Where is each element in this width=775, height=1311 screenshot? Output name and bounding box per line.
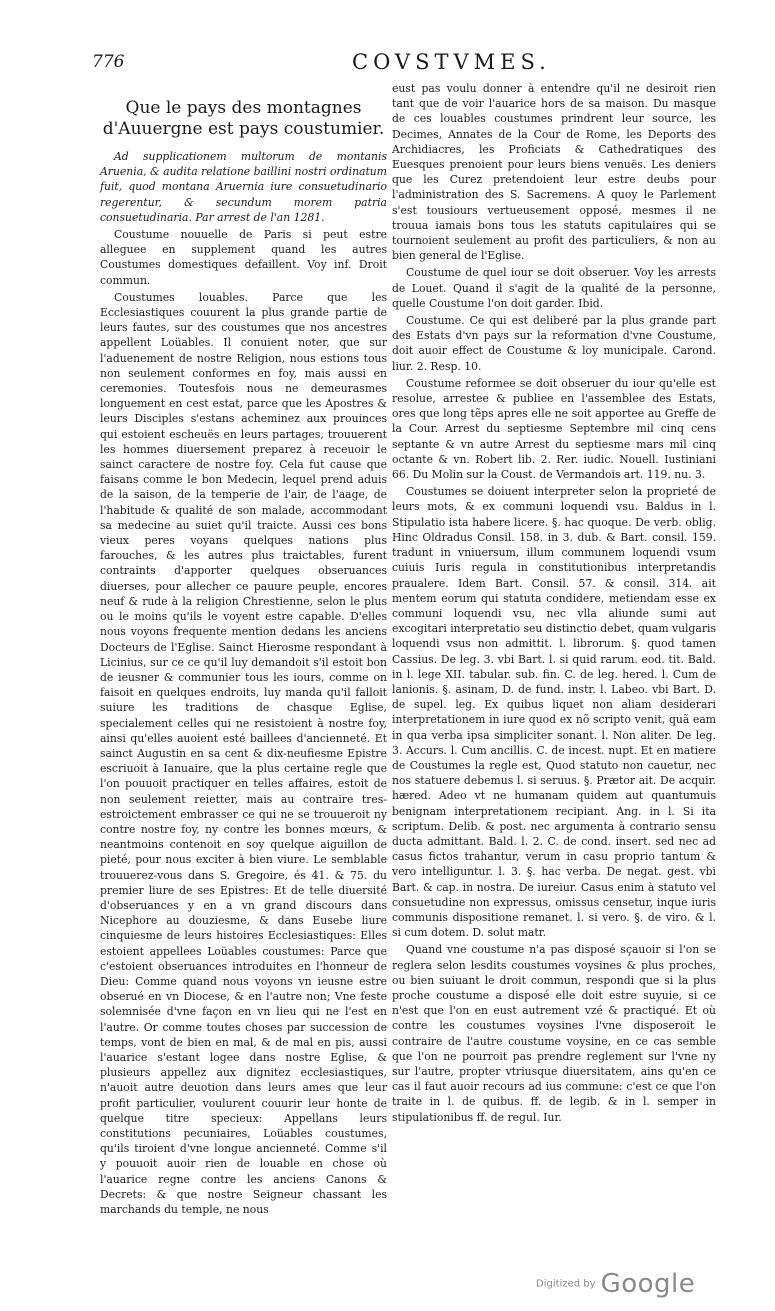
paragraph-coustumes-louables: Coustumes louables. Parce que les Ecclesiastiques couurent la plus grande partie de leurs fautes, sur des coustumes que nos ancestres appellent Loüables. Il conuient noter, que sur l'aduenement de nostre Religion, nous estions tous non seulement conformes en foy, mais aussi en ceremonies. Toutesfois nous ne demeurasmes longuement en cest estat, parce que les Apostres & leurs Disciples s'estans acheminez aux prouinces qui estoient escheuës en leurs partages, trouuerent les hommes diuersement preparez à receuoir le sainct caractere de nostre foy. Cela fut cause que faisans comme le bon Medecin, lequel prend aduis de la saison, de la temperie de l'air, de l'aage, de l'habitude & qualité de son malade, accommodant sa medecine au suiet qu'il traicte. Aussi ces bons vieux peres voyans quelques nations plus farouches, & les autres plus traictables, furent contraints d'apporter quelques obseruances diuerses, pour allecher ce pauure peuple, encores neuf & rude à la religion Chrestienne, selon le plus ou le moins qu'ils le voyent estre capable. D'elles nous voyons frequente mention dedans les anciens Docteurs de l'Eglise. Sainct Hierosme respondant à Licinius, sur ce ce qu'il luy demandoit s'il estoit bon de ieusner & communier tous les iours, comme on faisoit en quelques endroits, luy manda qu'il falloit suiure les traditions de chasque Eglise, specialement celles qui ne resistoient à nostre foy, ainsi qu'elles auoient esté baillees d'ancienneté. Et sainct Augustin en sa cent & dix-neufiesme Epistre escriuoit à Ianuaire, que la plus certaine regle que l'on pouuoit practiquer en telles affaires, estoit de non seulement reietter, mais au contraire tres-estroictement embrasser ce qui ne se trouueroit ny contre nostre foy, ny contre les bonnes mœurs, & neantmoins contenoit en soy quelque aiguillon de pieté, pour nous exciter à bien viure. Le semblable trouuerez-vous dans S. Gregoire, és 41. & 75. du premier liure de ses Epistres: Et de telle diuersité d'obseruances y en a vn grand discours dans Nicephore au douziesme, & dans Eusebe liure cinquiesme de leurs histoires Ecclesiastiques: Elles estoient appellees Loüables coustumes: Parce que c'estoient obseruances introduites en l'honneur de Dieu: Comme quand nous voyons vn ieusne estre obserué en vn Diocese, & en l'autre non; Vne feste solemnisée d'vne façon en vn lieu qui ne l'est en l'autre. Or comme toutes choses par succession de temps, vont de bien en mal, & de mal en pis, aussi l'auarice s'estant logee dans nostre Eglise, & plusieurs appellez aux dignitez ecclesiastiques, n'auoit autre deuotion dans leurs ames que leur profit particulier, voulurent couurir leur honte de quelque titre specieux: Appellans leurs constitutions pecuniaires, Loüables coustumes, qu'ils tiroient d'vne longue ancienneté. Comme s'il y pouuoit auoir rien de louable en chose où l'auarice regne contre les anciens Canons & Decrets: & que nostre Seigneur chassant les marchands du temple, ne nous <box>100 290 387 1217</box>
paragraph-continuation: eust pas voulu donner à entendre qu'il ne desiroit rien tant que de voir l'auarice hors de sa maison. Du masque de ces louables coustumes prindrent leur source, les Decimes, Annates de la Cour de Rome, les Deports des Archidiacres, les Proficiats & Cathedratiques des Euesques prenoient pour leurs biens venuës. Les deniers que les Curez pretendoient leur estre deubs pour l'administration des S. Sacremens. A quoy le Parlement s'est tousiours vertueusement opposé, mesmes il ne trouua iamais bons tous les statuts capitulaires qui se tournoient seulement au profit des particuliers, & non au bien general de l'Eglise. <box>392 82 716 263</box>
paragraph-interpretation: Coustumes se doiuent interpreter selon la proprieté de leurs mots, & ex communi loquendi vsu. Baldus in l. Stipulatio ista habere licere. §. hac quoque. De verb. oblig. Hinc Oldradus Consil. 158. in 3. dub. & Bart. consil. 159. tradunt in vniuersum, illum communem loquendi vsum cuiuis Iuris regula in constitutionibus interpretandis praualere. Idem Bart. Consil. 57. & consil. 314. ait mentem eorum qui statuta condidere, metiendam esse ex communi loquendi vsu, nec vlla aliunde sumi aut excogitari interpretatio seu distinctio debet, quam vulgaris loquendi vsus non admittit. l. librorum. §. quod tamen Cassius. De leg. 3. vbi Bart. l. si quid rarum. eod. tit. Bald. in l. lege XII. tabular. sub. fin. C. de leg. hered. l. Cum de lanionis. §. asinam, D. de fund. instr. l. Labeo. vbi Bart. D. de supel. leg. Ex quibus liquet non aliam desiderari interpretationem in iure quod ex nõ scripto venit, quã eam in qua verba ipsa simpliciter sonant. l. Non aliter. De leg. 3. Accurs. l. Cum ancillis. C. de incest. nupt. Et en matiere de Coustumes la regle est, Quod statuto non cauetur, nec nos statuere debemus l. si seruus. §. Prætor ait. De acquir. hæred. Adeo vt ne humanam quidem aut quantumuis benignam interpretationem recipiant. Ang. in l. Si ita scriptum. Delib. & post. nec argumenta à contrario sensu ducta admittant. Bald. l. 2. C. de cond. insert. sed nec ad casus fictos trahantur, verum in casu proprio tantum & vero intelliguntur. l. 3. §. hac verba. De negat. gest. vbi Bart. & cap. in nostra. De iureiur. Casus enim à statuto vel consuetudine non expressus, omissus censetur, inque iuris communis dispositione remanet. l. si vero. §. de viro. & l. si cum dotem. D. solut matr. <box>392 485 716 940</box>
running-title: COVSTVMES. <box>352 50 551 74</box>
page-number: 776 <box>92 52 125 72</box>
paragraph-coustume-reformee: Coustume reformee se doit obseruer du iour qu'elle est resolue, arrestee & publiee en l'assemblee des Estats, ores que long tẽps apres elle ne soit apportee au Greffe de la Cour. Arrest du septiesme Septembre mil cinq cens septante & vn autre Arrest du septiesme mars mil cinq octante & vn. Robert lib. 2. Rer. iudic. Nouell. Iustiniani 66. Du Molin sur la Coust. de Vermandois art. 119. nu. 3. <box>392 376 716 482</box>
paragraph-deliberation-estats: Coustume. Ce qui est deliberé par la plus grande part des Estats d'vn pays sur la reformation d'vne Coustume, doit auoir effect de Coustume & loy municipale. Carond. liur. 2. Resp. 10. <box>392 314 716 373</box>
section-heading: Que le pays des montagnes d'Auuergne est pays coustumier. <box>102 98 385 139</box>
digitized-by-label: Digitized by <box>536 1278 596 1290</box>
paragraph-latin-decree: Ad supplicationem multorum de montanis Aruenia, & audita relatione baillini nostri ordinatum fuit, quod montana Aruernia iure consuetudinario regerentur, & secundum morem patria consuetudinaria. Par arrest de l'an 1281. <box>100 150 387 224</box>
digitized-by-google-watermark <box>536 1269 695 1299</box>
left-column <box>100 98 387 1217</box>
google-logo: Google <box>600 1269 696 1299</box>
paragraph-quel-iour: Coustume de quel iour se doit obseruer. Voy les arrests de Louet. Quand il s'agit de la qualité de la personne, quelle Coustume l'on doit garder. Ibid. <box>392 266 716 310</box>
paragraph-coustume-nouuelle: Coustume nouuelle de Paris si peut estre alleguee en supplement quand les autres Coustumes domestiques defaillent. Voy inf. Droit commun. <box>100 228 387 287</box>
right-column <box>392 81 716 1125</box>
paragraph-coustumes-voysines: Quand vne coustume n'a pas disposé sçauoir si l'on se reglera selon lesdits coustumes voysines & plus proches, ou bien suiuant le droit commun, respondi que si la plus proche coustume a disposé elle doit estre suyuie, si ce n'est que l'on en eust autrement vzé & practiqué. Et où contre les coustumes voysines l'vne disposeroit le contraire de l'autre coustume voysine, en ce cas semble que l'on ne pourroit pas prendre reglement sur l'vne ny sur l'autre, propter vtriusque diuersitatem, ains qu'en ce cas il faut auoir recours ad ius commune: c'est ce que l'on traite in l. de quibus. ff. de legib. & in l. semper in stipulationibus ff. de regul. Iur. <box>392 943 716 1124</box>
